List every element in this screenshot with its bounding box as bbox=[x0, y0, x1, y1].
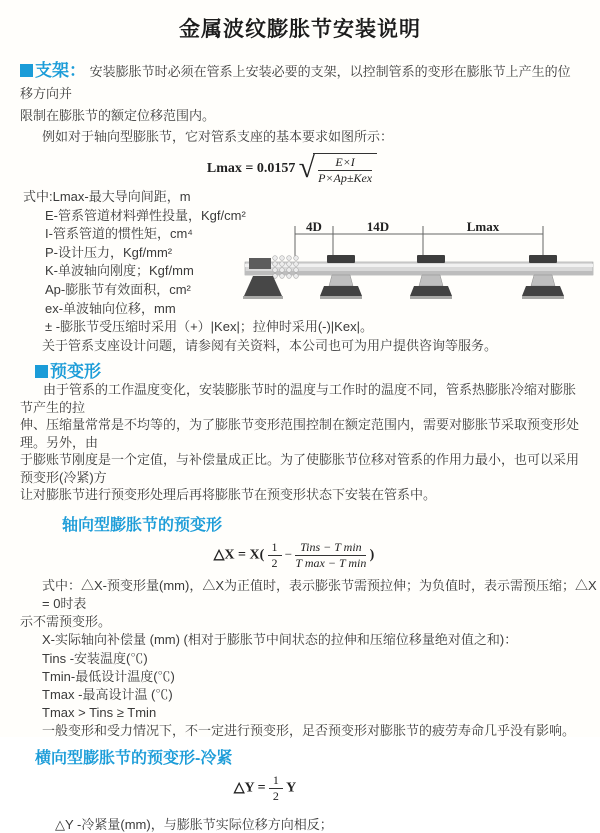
note-line: Tmax > Tins ≥ Tmin bbox=[42, 705, 157, 721]
guide-support-icon bbox=[410, 255, 452, 299]
section-marker-icon bbox=[35, 365, 48, 378]
lmax-formula-fraction: $\frac{E\times I}{\text{P×Ap±Kex}}$ bbox=[318, 155, 373, 185]
lateral-predeform-formula: △Y = $\frac{1}{2}$ Y bbox=[233, 772, 297, 803]
lateral-predeform-note: △Y -冷紧量(mm)，与膨胀节实际位移方向相反； bbox=[55, 816, 333, 832]
support-intro-text-line1: 安装膨胀节时必须在管系上安装必要的支架，以控制管系的变形在膨胀节上产生的位移方向并 bbox=[20, 64, 571, 101]
definition-line: I-管系管道的惯性矩，cm⁴ bbox=[45, 226, 193, 242]
note-line: 一般变形和受力情况下，不一定进行预变形，足否预变形对膨胀节的疲劳寿命几乎没有影响。 bbox=[42, 723, 576, 739]
axial-predeform-notes bbox=[0, 577, 600, 741]
note-line: Tmin-最低设计温度(℃) bbox=[42, 668, 175, 684]
dimension-label-lmax: Lmax bbox=[466, 219, 500, 234]
paragraph-line: 伸、压缩量常常是不均等的，为了膨胀节变形范围控制在额定范围内，需要对膨胀节采取预变形处理。另外，由 bbox=[20, 417, 580, 450]
paragraph-line: 让对膨胀节进行预变形处理后再将膨胀节在预变形状态下安装在管系中。 bbox=[20, 487, 437, 503]
note-line: Tins -安装温度(℃) bbox=[42, 650, 148, 666]
note-line: X-实际轴向补偿量 (mm) (相对于膨胀节中间状态的拉伸和压缩位移量绝对值之和)： bbox=[42, 632, 518, 648]
definition-line: ex-单波轴向位移，mm bbox=[45, 300, 176, 316]
definition-line: K-单波轴向刚度；Kgf/mm bbox=[45, 263, 194, 279]
lmax-formula bbox=[0, 153, 592, 185]
paragraph-line: 于膨账节刚度是一个定值，与补偿量成正比。为了使膨胀节位移对管系的作用力最小，也可以采用预变形(冷紧)方 bbox=[20, 452, 580, 485]
support-intro-text-line2: 限制在膨胀节的额定位移范围内。 bbox=[20, 108, 216, 123]
lateral-predeform-heading: 横向型膨胀节的预变形-冷紧 bbox=[35, 749, 233, 767]
definition-line: E-管系管道材料弹性投量，Kgf/cm² bbox=[45, 207, 246, 223]
plus-minus-note: ± -膨胀节受压缩时采用（+）|Kex|；拉伸时采用(-)|Kex|。 bbox=[45, 319, 373, 335]
formula-definitions bbox=[0, 188, 600, 355]
axial-predeform-heading: 轴向型膨胀节的预变形 bbox=[62, 516, 223, 534]
page-title: 金属波纹膨胀节安装说明 bbox=[179, 18, 421, 41]
guide-support-icon bbox=[522, 255, 564, 299]
definition-line: 式中:Lmax-最大导向间距，m bbox=[23, 189, 191, 204]
note-line: 示不需预变形。 bbox=[20, 614, 112, 630]
lmax-formula-lhs: Lmax = 0.0157 bbox=[206, 160, 296, 176]
predeform-paragraph bbox=[20, 381, 580, 504]
note-line: 式中：△X-预变形量(mm)，△X为正值时，表示膨张节需预拉伸；为负值时，表示需预压缩；△X = 0时表 bbox=[42, 577, 597, 612]
one-half-fraction: $\frac{1}{2}$ bbox=[269, 774, 283, 803]
temperature-fraction: $\frac{\text{Tins − T min}}{\text{T max − T min}}$ bbox=[295, 539, 367, 570]
support-section-heading: 支架： bbox=[35, 61, 86, 80]
predeform-section-heading-row bbox=[35, 357, 600, 382]
note-line: Tmax -最高设计温 (℃) bbox=[42, 687, 173, 703]
definition-line: P-设计压力，Kgf/mm² bbox=[45, 244, 173, 260]
dimension-label-14d: 14D bbox=[366, 219, 390, 234]
axial-predeform-formula: △X = X( $\frac{1}{2}$ − $\frac{\text{Tins − T min}}{\text{T max − T min}}$ ) bbox=[213, 539, 375, 570]
pipe-support-diagram bbox=[243, 220, 598, 315]
one-half-fraction: $\frac{1}{2}$ bbox=[268, 541, 282, 570]
radical-sign: √ $\frac{E\times I}{\text{P×Ap±Kex}}$ bbox=[299, 153, 377, 185]
support-example-line: 例如对于轴向型膨胀节，它对管系支座的基本要求如图所示： bbox=[42, 129, 394, 144]
definition-line: Ap-膨胀节有效面积，cm² bbox=[45, 281, 191, 297]
support-section-intro bbox=[20, 60, 580, 127]
paragraph-line: 由于管系的工作温度变化，安装膨胀节时的温度与工作时的温度不同，管系热膨胀冷缩对膨胀节产生的拉 bbox=[20, 382, 577, 415]
dimension-label-4d: 4D bbox=[306, 219, 322, 234]
guide-support-icon bbox=[320, 255, 362, 299]
predeform-section-heading: 预变形 bbox=[50, 362, 101, 382]
consulting-note: 关于管系支座设计问题，请参阅有关资料，本公司也可为用户提供咨询等服务。 bbox=[42, 337, 498, 353]
section-marker-icon bbox=[20, 64, 33, 77]
